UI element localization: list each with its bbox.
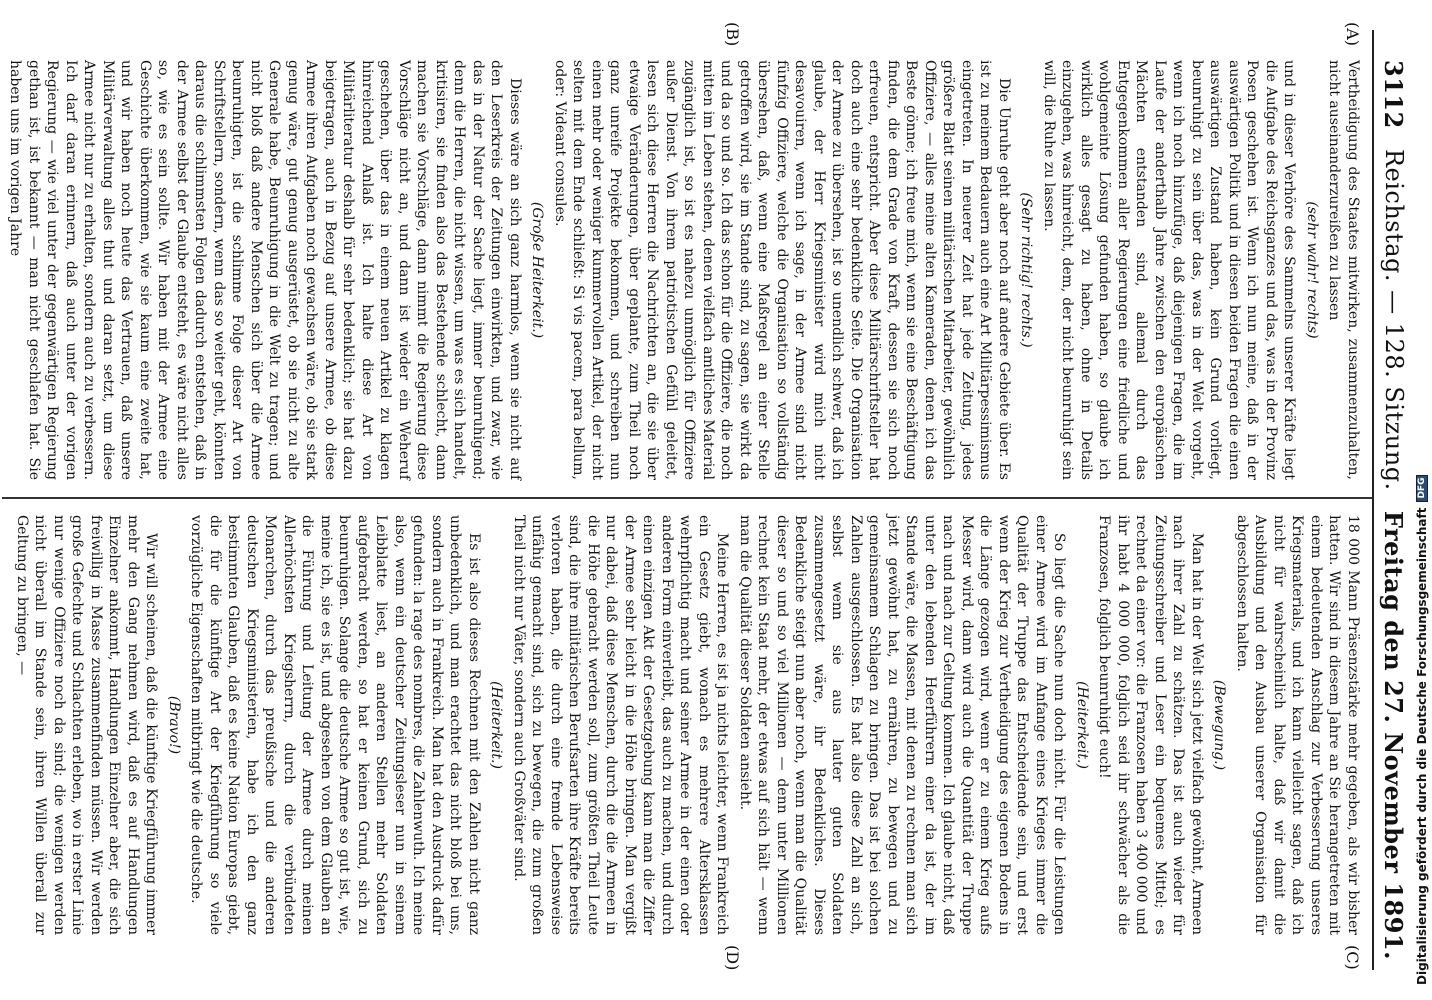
digitization-credit: Digitalisierung gefördert durch die Deutsche Forschungsgemeinschaft xyxy=(1415,507,1429,985)
paragraph: Vertheidigung des Staates mitwirken, zusammenzuhalten, nicht auseinanderzureißen zu lassen xyxy=(1326,60,1361,480)
paragraph: Man hat in der Welt sich jetzt vielfach gewöhnt, Armeen nach ihrer Zahl zu schätzen. Das ist auch wieder für Zeitungsschreiber und Leser ein bequemes Mittel; es rechnet da einer vor: die Franzosen haben 3 400 000 und ihr habt 4 000 000, folglich seid ihr schwächer als die Franzosen, folglich beunruhigt euch! xyxy=(1096,515,1205,935)
page-number: 3112 xyxy=(1379,60,1409,129)
paragraph: 18 000 Mann Präsenzstärke mehr gegeben, als wir bisher hatten. Wir sind in diesem Jahre an Sie herangetreten mit einem bedeutenden Anschlag zur Verbesserung unseres Kriegsmaterials, und ich kann vielleicht sagen, daß ich nicht für wahrscheinlich halte, daß wir damit die Ausbildung und den Ausbau unserer Organisation für abgeschlossen halten. xyxy=(1234,515,1361,935)
interjection: (Heiterkeit.) xyxy=(1074,681,1090,769)
right-column xyxy=(9,515,1363,935)
interjection: (Sehr richtig! rechts.) xyxy=(1018,192,1035,348)
margin-letter-a: (A) xyxy=(1343,22,1362,47)
interjection: (Bravo!) xyxy=(166,695,182,755)
session-date: Freitag den 27. November 1891. xyxy=(1379,510,1409,960)
margin-letter-d: (D) xyxy=(723,945,742,971)
interjection: (Heiterkeit.) xyxy=(488,681,505,769)
dfg-logo: DFG xyxy=(1416,475,1428,502)
column-divider xyxy=(2,497,1372,499)
left-column xyxy=(2,60,1362,480)
interjection: (sehr wahr! rechts) xyxy=(1304,201,1320,339)
digitization-credit-strip xyxy=(1410,0,1430,1000)
interjection: (Bewegung.) xyxy=(1211,679,1228,771)
margin-letter-b: (B) xyxy=(723,22,742,47)
interjection: (Große Heiterkeit.) xyxy=(529,201,546,339)
paragraph: Dieses wäre an sich ganz harmlos, wenn sie nicht auf den Leserkreis der Zeitungen einwirkten, und zwar, wie das in der Natur der Sache liegt, immer beunruhigend; denn die Herren, die nicht wissen, um was es sich handelt, kritisiren, sie finden also das Bestehende schlecht, dann machen sie Vorschläge, dann nimmt die Regierung diese Vorschläge nicht an, und dann ist wieder ein Weheruf geschehen, über das in einem neuen Artikel zu klagen hinreichend Anlaß ist. Ich halte diese Art von Militärliteratur deshalb für sehr bedenklich; sie hat dazu beigetragen, auch in Bezug auf unsere Armee, ob diese Armee ihren Aufgaben noch gewachsen wäre, ob sie stark genug wäre, gut genug ausgerüstet, ob sie nicht zu alte Generale habe, Beunruhigung in die Welt zu tragen; und nicht bloß daß andere Menschen sich über die Armee beunruhigten, ist die schlimme Folge dieser Art von Schriftstellern, sondern, wenn das so weiter geht, könnten daraus die schlimmsten Folgen dadurch entstehen, daß in der Armee selbst der Glaube entsteht, es wäre nicht alles so, wie es sein sollte. Wir haben mit der Armee eine Geschichte überkommen, wie sie kaum eine zweite hat, und wir haben noch heute das Vertrauen, daß unsere Militärverwaltung alles thut und daran setzt, um diese Armee nicht nur zu erhalten, sondern auch zu verbessern. Ich darf daran erinnern, daß auch unter der vorigen Regierung — wie viel unter der gegenwärtigen Regierung gethan ist, ist bekannt — man nicht geschlafen hat. Sie haben uns im vorigen Jahre xyxy=(7,60,523,480)
paragraph: Es ist also dieses Rechnen mit den Zahlen nicht ganz unbedenklich, und man erachtet das nicht bloß bei uns, sondern auch in Frankreich. Man hat den Ausdruck dafür gefunden: la rage des nombres, die Zahlenwuth. Ich meine also, wenn ein deutscher Zeitungsleser nun in seinem Leibblatte liest, an anderen Stellen mehr Soldaten aufgebracht werden, so hat er keinen Grund, sich zu beunruhigen. Solange die deutsche Armee so gut ist, wie, meine ich, sie es ist, und abgesehen von dem Glauben an die Führung und Leitung der Armee durch meinen Allerhöchsten Kriegsherrn, durch die verbündeten Monarchen, durch das preußische und die anderen deutschen Kriegsministerien, habe ich den ganz bestimmten Glauben, daß es keine Nation Europas giebt, die für die künftige Art der Kriegführung so viele vorzügliche Eigenschaften mitbringt wie die deutsche. xyxy=(188,515,482,935)
margin-letter-c: (C) xyxy=(1343,945,1362,970)
paragraph: Die Unruhe geht aber noch auf andere Gebiete über. Es ist zu meinem Bedauern auch eine Art Militärpessimismus eingetreten. In neuerer Zeit hat jede Zeitung, jedes größere Blatt seinen militärischen Mitarbeiter, gewöhnlich Offiziere, — alles meine alten Kameraden, denen ich das Beste gönne; ich freue mich, wenn sie eine Beschäftigung finden, die dem Grade von Kraft, dessen sie sich noch erfreuen, entspricht. Aber diese Militärschriftsteller hat doch auch eine sehr bedenkliche Seite. Die Organisation der Armee zu übersehen, ist so unendlich schwer, daß ich glaube, der Herr Kriegsminister wird mich nicht desavouiren, wenn ich sage, in der Armee sind nicht fünfzig Offiziere, welche die Organisation so vollständig übersehen, daß, wenn eine Maßregel an einer Stelle getroffen wird, sie im Stande sind, zu sagen, sie wirkt da und da so und so. Ich das schon für die Offiziere, die noch mitten im Leben stehen, denen vielfach amtliches Material zugänglich ist, so ist es nahezu unmöglich für Offiziere außer Dienst. Von ihrem patriotischen Gefühl geleitet, lesen sich diese Herren die Nachrichten an, die sie über etwaige Veränderungen, über geplante, zum Theil noch ganz unreife Projekte bekommen, und schreiben nun einen mehr oder weniger kummervollen Artikel, der nicht selten mit dem Ende schließt: Si vis pacem, para bellum, oder: Videant consules. xyxy=(552,60,1012,480)
paragraph: So liegt die Sache nun doch nicht. Für die Leistungen einer Armee wird im Anfange eines Krieges immer die Qualität der Truppe das Entscheidende sein, und erst wenn der Krieg zur Vertheidigung des eigenen Bodens in die Länge gezogen wird, wenn er zu einem Krieg aufs Messer wird, dann wird auch die Quantität der Truppe nach und nach zur Geltung kommen. Ich glaube nicht, daß unter den lebenden Heerführern einer da ist, der im Stande wäre, die Massen, mit denen zu rechnen man sich jetzt gewöhnt hat, zu ernähren, zu bewegen und zu gemeinsamem Schlagen zu bringen. Das ist bei solchen Zahlen ausgeschlossen. Es hat also diese Zahl an sich, selbst wenn sie aus lauter guten Soldaten zusammengesetzt wäre, ihr Bedenkliches. Dieses Bedenkliche steigt nun aber noch, wenn man die Qualität dieser so und so viel Millionen — denn unter Millionen rechnet kein Staat mehr, der etwas auf sich hält — wenn man die Qualität dieser Soldaten ansieht. xyxy=(737,515,1068,935)
header-rule xyxy=(1372,30,1374,970)
paragraph: und in dieser Verhöre des Sammelns unserer Kräfte liegt die Aufgabe des Reichsganzes und das, was in der Provinz Posen geschehen ist. Wenn ich nun meine, daß in der auswärtigen Politik und in diesen beiden Fragen die einen auswärtigen Zustand haben, kein Grund vorliegt, beunruhigt zu sein über das, was in der Welt vorgeht, wenn ich noch hinzufüge, daß diejenigen Fragen, die im Laufe der anderthalb Jahre zwischen den europäischen Mächten entstanden sind, allemal durch das Entgegenkommen aller Regierungen eine friedliche und wohlgemeinte Lösung gefunden haben, so glaube ich wirklich alles gesagt zu haben, ohne in Details einzugehen, was hinreicht, dem, der nicht beunruhigt sein will, die Ruhe zu lassen. xyxy=(1041,60,1298,480)
paragraph: Wir will scheinen, daß die künftige Kriegführung immer mehr den Gang nehmen wird, daß es auf Handlungen Einzelner ankommt, Handlungen Einzelner aber, die sich freiwillig in Masse zusammenfinden müssen. Wir werden große Gefechte und Schlachten erleben, wo in erster Linie nur wenige Offiziere noch da sind; die wenigen werden nicht überall im Stande sein, ihren Willen überall zur Geltung zu bringen, — xyxy=(14,515,160,935)
paragraph: Meine Herren, es ist ja nichts leichter, wenn Frankreich ein Gesetz giebt, wonach es mehrere Altersklassen wehrpflichtig macht und seiner Armee in der einen oder anderen Form einverleibt, das auch zu machen, und durch einen einzigen Akt der Gesetzgebung kann man die Ziffer der Armee sehr leicht in die Höhe bringen. Man vergißt nur dabei, daß diese Menschen, durch die die Armeen in die Höhe gebracht werden soll, zum größten Theil Leute sind, die ihre militärischen Berufsarten ihre Kräfte bereits verloren haben, die durch eine fremde Lebensweise unfähig gemacht sind, sich zu bewegen, die zum großen Theil nicht nur Väter, sondern auch Großväter sind. xyxy=(511,515,731,935)
page-header xyxy=(1374,60,1414,960)
session-title: Reichstag. — 128. Sitzung. xyxy=(1380,148,1408,491)
